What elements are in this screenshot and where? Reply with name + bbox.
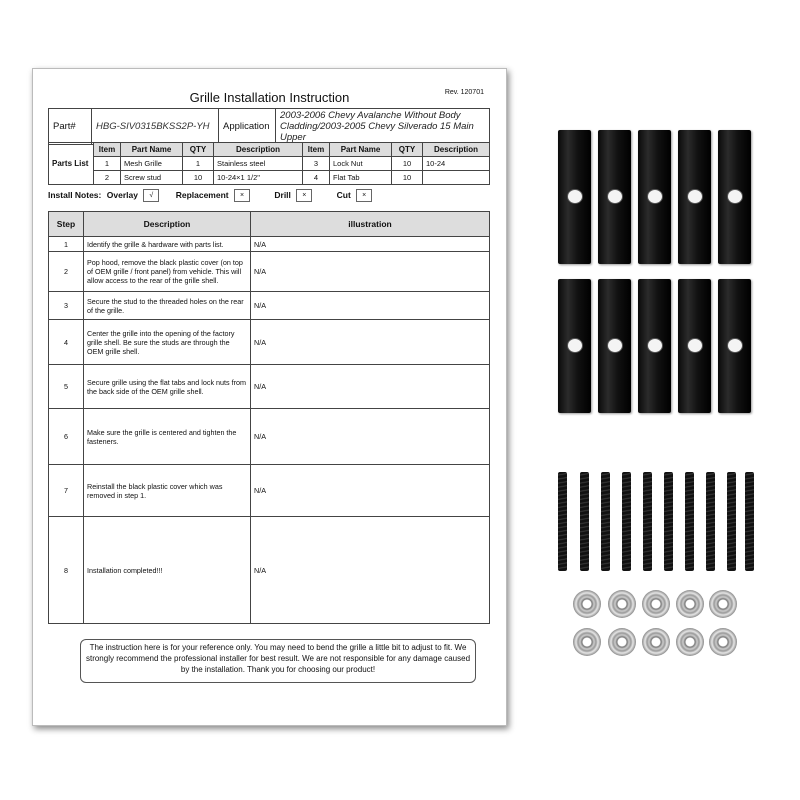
screw-stud	[664, 472, 673, 571]
table-cell: 10	[392, 157, 423, 171]
step-illustration: N/A	[251, 292, 490, 320]
screw-stud	[558, 472, 567, 571]
lock-nut	[709, 628, 737, 656]
table-cell: Flat Tab	[330, 171, 392, 185]
step-number: 1	[49, 237, 84, 252]
table-cell: 4	[303, 171, 330, 185]
table-row	[49, 292, 490, 320]
col-header: Description	[84, 212, 251, 237]
revision-label: Rev. 120701	[444, 89, 484, 96]
flat-tab	[558, 279, 591, 413]
tab-hole	[647, 189, 663, 204]
part-header-table	[48, 108, 490, 145]
flat-tab	[638, 130, 671, 264]
lock-nut	[573, 628, 601, 656]
step-description: Make sure the grille is centered and tighten the fasteners.	[84, 409, 251, 465]
table-cell: Mesh Grille	[121, 157, 183, 171]
step-description: Secure the stud to the threaded holes on the rear of the grille.	[84, 292, 251, 320]
tab-hole	[567, 338, 583, 353]
lock-nut	[642, 628, 670, 656]
install-notes	[48, 189, 490, 209]
step-description: Identify the grille & hardware with parts list.	[84, 237, 251, 252]
table-row	[49, 465, 490, 517]
tab-hole	[727, 189, 743, 204]
col-header: Part Name	[121, 143, 183, 157]
screw-stud	[580, 472, 589, 571]
option-replacement-label: Replacement	[175, 189, 229, 200]
step-number: 8	[49, 517, 84, 624]
tab-hole	[607, 338, 623, 353]
step-illustration: N/A	[251, 409, 490, 465]
step-illustration: N/A	[251, 517, 490, 624]
screw-stud	[622, 472, 631, 571]
screw-stud	[745, 472, 754, 571]
option-cut-label: Cut	[336, 189, 351, 200]
table-cell: 1	[94, 157, 121, 171]
table-cell: Stainless steel	[214, 157, 303, 171]
col-header: Description	[423, 143, 490, 157]
tab-hole	[687, 189, 703, 204]
table-row	[49, 237, 490, 252]
table-cell: 10	[392, 171, 423, 185]
table-row	[49, 517, 490, 624]
lock-nut	[642, 590, 670, 618]
flat-tab	[718, 279, 751, 413]
step-number: 5	[49, 365, 84, 409]
table-cell: 1	[183, 157, 214, 171]
step-description: Reinstall the black plastic cover which was removed in step 1.	[84, 465, 251, 517]
step-illustration: N/A	[251, 365, 490, 409]
option-drill-label: Drill	[274, 189, 291, 200]
parts-list-table	[48, 142, 490, 185]
tab-hole	[687, 338, 703, 353]
flat-tab	[718, 130, 751, 264]
flat-tab	[598, 130, 631, 264]
tab-hole	[607, 189, 623, 204]
col-header: Description	[214, 143, 303, 157]
col-header: illustration	[251, 212, 490, 237]
part-number: HBG-SIV0315BKSS2P-YH	[92, 109, 219, 145]
step-illustration: N/A	[251, 237, 490, 252]
table-cell: 2	[94, 171, 121, 185]
table-row	[49, 409, 490, 465]
lock-nut	[676, 590, 704, 618]
col-header: Step	[49, 212, 84, 237]
step-number: 6	[49, 409, 84, 465]
step-description: Pop hood, remove the black plastic cover (on top of OEM grille / front panel) from vehicle. This will allow access to the rear of the grille shell.	[84, 252, 251, 292]
col-header: Item	[94, 143, 121, 157]
table-cell: Lock Nut	[330, 157, 392, 171]
screw-stud	[685, 472, 694, 571]
step-number: 2	[49, 252, 84, 292]
part-label: Part#	[49, 109, 92, 145]
flat-tab	[678, 130, 711, 264]
parts-list-label: Parts List	[49, 143, 94, 185]
step-illustration: N/A	[251, 252, 490, 292]
screw-stud	[727, 472, 736, 571]
tab-hole	[567, 189, 583, 204]
flat-tab	[678, 279, 711, 413]
col-header: QTY	[392, 143, 423, 157]
lock-nut	[573, 590, 601, 618]
step-number: 7	[49, 465, 84, 517]
lock-nut	[608, 628, 636, 656]
screw-stud	[643, 472, 652, 571]
tab-hole	[647, 338, 663, 353]
tab-hole	[727, 338, 743, 353]
table-row	[49, 157, 490, 171]
table-row	[49, 171, 490, 185]
lock-nut	[709, 590, 737, 618]
screw-stud	[706, 472, 715, 571]
option-overlay-checkbox: √	[143, 189, 159, 202]
table-row	[49, 365, 490, 409]
table-cell: 3	[303, 157, 330, 171]
application-text: 2003-2006 Chevy Avalanche Without Body Cladding/2003-2005 Chevy Silverado 15 Main Upper	[276, 109, 490, 145]
flat-tab	[638, 279, 671, 413]
disclaimer-note: The instruction here is for your reference only. You may need to bend the grille a little bit to adjust to fit. We strongly recommend the professional installer for best result. We are not responsible for any damage caused by the installation. Thank you for choosing our product!	[80, 639, 476, 683]
steps-table	[48, 211, 490, 624]
step-illustration: N/A	[251, 320, 490, 365]
screw-stud	[601, 472, 610, 571]
table-cell: 10-24×1 1/2"	[214, 171, 303, 185]
step-number: 3	[49, 292, 84, 320]
table-cell: 10-24	[423, 157, 490, 171]
option-overlay-label: Overlay	[106, 189, 138, 200]
step-illustration: N/A	[251, 465, 490, 517]
option-replacement-checkbox: ×	[234, 189, 250, 202]
table-cell: Screw stud	[121, 171, 183, 185]
flat-tab	[558, 130, 591, 264]
sheet-title: Grille Installation Instruction	[189, 90, 350, 105]
step-description: Center the grille into the opening of the factory grille shell. Be sure the studs are through the OEM grille shell.	[84, 320, 251, 365]
step-description: Secure grille using the flat tabs and lock nuts from the back side of the OEM grille shell.	[84, 365, 251, 409]
option-drill-checkbox: ×	[296, 189, 312, 202]
flat-tab	[598, 279, 631, 413]
col-header: Item	[303, 143, 330, 157]
step-number: 4	[49, 320, 84, 365]
application-label: Application	[219, 109, 276, 145]
table-cell: 10	[183, 171, 214, 185]
col-header: QTY	[183, 143, 214, 157]
table-row	[49, 252, 490, 292]
instruction-sheet	[32, 68, 507, 726]
table-row	[49, 320, 490, 365]
option-cut-checkbox: ×	[356, 189, 372, 202]
col-header: Part Name	[330, 143, 392, 157]
step-description: Installation completed!!!	[84, 517, 251, 624]
lock-nut	[676, 628, 704, 656]
table-cell	[423, 171, 490, 185]
lock-nut	[608, 590, 636, 618]
install-notes-label: Install Notes:	[48, 189, 102, 200]
